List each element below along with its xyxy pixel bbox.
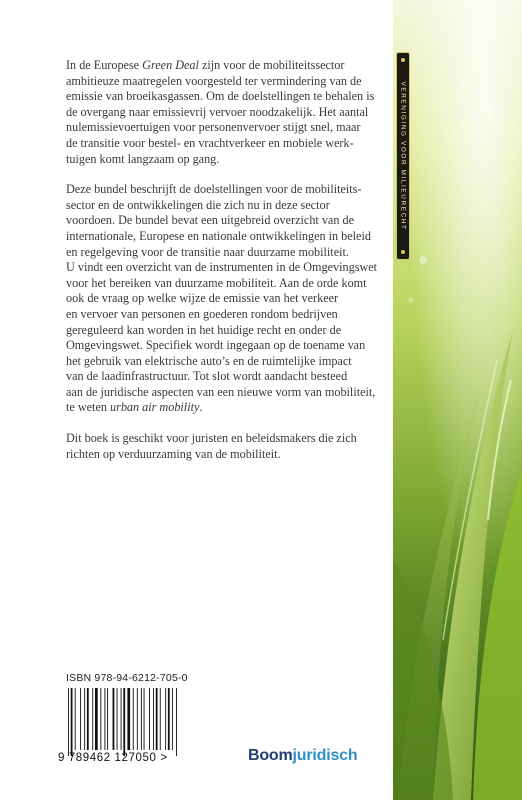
barcode-bar [168,688,170,750]
blurb-line [66,291,384,307]
barcode-bar [84,688,85,750]
barcode-bar [68,688,69,756]
blurb-line [66,307,384,323]
barcode-bar [117,688,118,750]
italic-term: urban air mobility [110,400,200,415]
barcode-bar [107,688,108,750]
barcode-bar [95,688,98,750]
text-run: van de laadinfrastructuur. Tot slot wordt aandacht besteed [66,369,348,384]
text-run: ook de vraag op welke wijze de emissie van het verkeer [66,291,339,306]
text-run: tuigen komt langzaam op gang. [66,151,220,166]
blurb-line [66,74,384,90]
blurb-line [66,105,384,121]
publisher-suffix: juridisch [292,747,358,764]
series-tag-strip [396,52,410,260]
barcode-bar [153,688,154,750]
text-run: Omgevingswet. Specifiek wordt ingegaan op de toename van [66,338,366,353]
barcode-bar [75,688,76,750]
blurb-paragraph [66,182,384,416]
blurb-line [66,260,384,276]
barcode-bar [113,688,115,750]
barcode-digits: 9 789462 127050 > [58,752,168,764]
barcode-bar [121,688,122,750]
text-run: sector en de ontwikkelingen die zich nu in deze sector [66,197,330,212]
barcode-bar [71,688,73,756]
blurb-paragraph [66,431,384,462]
blurb-line [66,213,384,229]
barcode-bar [172,688,173,750]
blurb-line [66,89,384,105]
tag-bottom-dot-icon [401,250,405,254]
barcode-bar [80,688,81,750]
text-run: zijn voor de mobiliteitssector [198,58,345,72]
publisher-brand: Boom [248,747,293,764]
barcode-bar [160,688,161,750]
text-run: gereguleerd kan worden in het huidige recht en onder de [66,322,342,337]
barcode-bar [133,688,134,750]
text-run: het gebruik van elektrische auto’s en de ruimtelijke impact [66,353,352,368]
barcode-bar [123,688,125,756]
blurb-line [66,385,384,401]
text-run: de overgang naar emissievrij vervoer noodzakelijk. Het aantal [66,104,369,119]
blurb-line [66,276,384,292]
tag-top-dot-icon [401,58,405,62]
text-run: Dit boek is geschikt voor juristen en beleidsmakers die zich [66,431,357,446]
blurb-line [66,323,384,339]
text-run: voor het bereiken van duurzame mobiliteit. Aan de orde komt [66,275,367,290]
blurb-line [66,229,384,245]
blurb-line [66,369,384,385]
barcode-bar [137,688,138,750]
blurb-line [66,182,384,198]
barcode-bar [127,688,130,750]
text-run: ambitieuze maatregelen voorgesteld ter vermindering van de [66,73,362,88]
blurb-line [66,338,384,354]
publisher-logo [248,747,357,765]
series-tag-text: VERENIGING VOOR MILIEURECHT [399,81,407,231]
blurb-line [66,198,384,214]
barcode-icon [66,688,194,762]
barcode-bar [144,688,145,750]
text-run: U vindt een overzicht van de instrumenten in de Omgevingswet [66,260,378,275]
barcode-bar [141,688,142,750]
barcode-bar [165,688,166,750]
blurb-paragraph [66,58,384,167]
text-run: nulemissievoertuigen voor personenvervoer stijgt snel, maar [66,120,361,135]
text-run: Deze bundel beschrijft de doelstellingen voor de mobiliteits- [66,182,362,197]
grass-blades-icon [393,0,522,800]
blurb-line [66,400,384,416]
text-run: emissie van broeikasgassen. Om de doelstellingen te behalen is [66,89,375,104]
blurb-line [66,152,384,168]
text-run: voordoen. De bundel bevat een uitgebreid overzicht van de [66,213,354,228]
barcode-bar [100,688,101,750]
text-run: aan de juridische aspecten van een nieuwe vorm van mobiliteit, [66,384,376,399]
text-run: de transitie voor bestel- en vrachtverkeer en mobiele werk- [66,135,354,150]
blurb-line [66,245,384,261]
text-run: In de Europese [66,58,143,72]
blurb-line [66,447,384,463]
grass-blades-photo [393,0,522,800]
text-run: internationale, Europese en nationale ontwikkelingen in beleid [66,228,371,243]
isbn-label: ISBN 978-94-6212-705-0 [66,672,188,684]
barcode-bar [176,688,177,756]
text-run: richten op verduurzaming van de mobiliteit. [66,446,281,461]
blurb-line [66,120,384,136]
text-run: te weten [66,400,110,415]
blurb-line [66,58,384,74]
barcode-bar [104,688,105,750]
text-run: en vervoer van personen en goederen rondom bedrijven [66,306,338,321]
text-run: . [199,400,203,415]
barcode-bar [92,688,93,750]
blurb-line [66,431,384,447]
blurb-line [66,136,384,152]
barcode-bar [87,688,89,750]
barcode-bar [149,688,150,750]
barcode-bar [156,688,158,750]
italic-term: Green Deal [142,58,199,72]
blurb-line [66,354,384,370]
blurb-text [66,58,384,477]
text-run: en regelgeving voor de transitie naar duurzame mobiliteit. [66,244,349,259]
